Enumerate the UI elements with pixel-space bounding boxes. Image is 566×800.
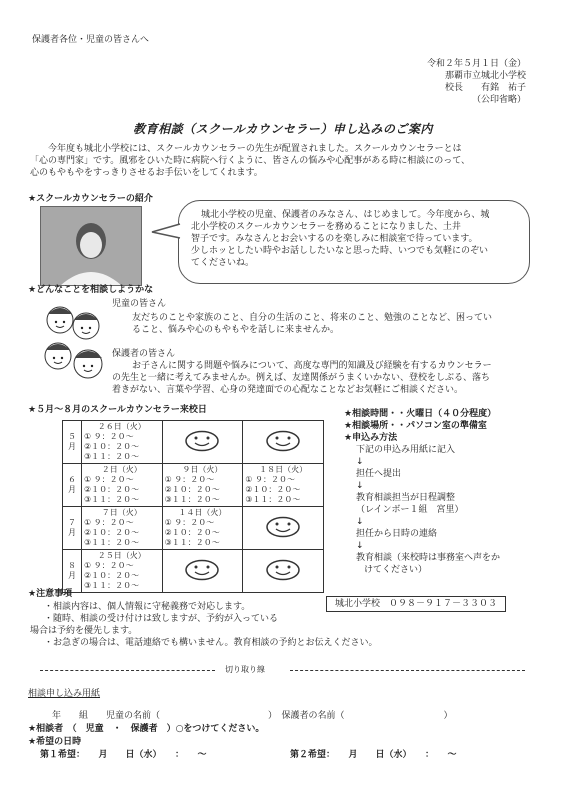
info-panel	[344, 408, 554, 576]
method-step: 教育相談担当が日程調整	[356, 493, 456, 503]
message-line: 城北小学校の児童、保護者のみなさん、はじめまして。今年度から、城	[201, 210, 490, 220]
message-line: 智子です。みなさんとお会いするのを楽しみに相談室で待っています。	[191, 234, 478, 244]
schedule-date: ９日（火）	[182, 465, 223, 474]
method-steps	[344, 444, 554, 576]
method-arrow: ↓	[356, 541, 364, 551]
method-arrow: ↓	[356, 481, 364, 491]
schedule-date-cell	[81, 464, 162, 507]
schedule-slot: ③１１：２０～	[164, 538, 220, 547]
schedule-row	[63, 550, 324, 593]
method-title: ★申込み方法	[344, 433, 398, 443]
method-step: 教育相談（来校時は事務室へ声をか	[356, 553, 501, 563]
bubble-tail	[150, 222, 182, 242]
schedule-month: ７月	[63, 507, 82, 550]
schedule-date-cell	[81, 507, 162, 550]
schedule-slot: ① ９：２０～	[245, 475, 295, 484]
recipients: 保護者各位・児童の皆さんへ	[32, 35, 149, 45]
form-title: 相談申し込み用紙	[28, 689, 101, 699]
method-step: けてください）	[364, 565, 428, 575]
note-line: ・お急ぎの場合は、電話連絡でも構いません。教育相談の予約とお伝えください。	[44, 638, 378, 648]
schedule-date: ２５日（火）	[97, 551, 146, 560]
schedule-date: １４日（火）	[178, 508, 227, 517]
schedule-heading: ★５月～８月のスクールカウンセラー来校日	[28, 405, 207, 415]
schedule-slot: ②１０：２０～	[83, 442, 140, 451]
parents-text-line: の先生と一緒に考えてみませんか。例えば、友達関係がうまくいかない、登校をしぶる、落ち	[112, 373, 491, 383]
note-line: 場合は予約を優先します。	[30, 626, 138, 636]
form-names-line[interactable]: 年 組 児童の名前（ ） 保護者の名前（ ）	[52, 711, 453, 721]
method-arrow: ↓	[356, 457, 364, 467]
method-step: 担任から日時の連絡	[356, 529, 438, 539]
schedule-slot: ③１１：２０～	[83, 581, 140, 590]
parents-text	[112, 360, 532, 396]
schedule-slot: ③１１：２０～	[83, 495, 140, 504]
schedule-date: ２６日（火）	[97, 422, 146, 431]
parents-text-line: お子さんに関する問題や悩みについて、高度な専門的知識及び経験を有するカウンセラー	[132, 361, 492, 371]
schedule-date-cell	[162, 507, 243, 550]
cut-line-left	[40, 670, 215, 671]
schedule-slot: ②１０：２０～	[83, 528, 140, 537]
form-second-preference[interactable]: 第２希望： 月 日（水） ： ～	[290, 750, 457, 760]
cut-line-right	[290, 670, 525, 671]
schedule-slot: ① ９：２０～	[83, 561, 134, 570]
parents-text-line: 着きがない、言葉や学習、心身の発達面での心配なことなどお気軽にご相談ください。	[112, 385, 464, 395]
schedule-date-cell	[243, 464, 324, 507]
schedule-slot: ②１０：２０～	[245, 485, 301, 494]
notes-list	[30, 601, 530, 649]
message-line: てくださいね。	[191, 258, 255, 268]
schedule-slot: ① ９：２０～	[164, 475, 215, 484]
method-step: 下記の申込み用紙に記入	[356, 445, 456, 455]
schedule-slot: ① ９：２０～	[83, 475, 134, 484]
form-consulter-line[interactable]: ★相談者 （ 児童 ・ 保護者 ）○をつけてください。	[28, 724, 265, 734]
schedule-slot: ③１１：２０～	[83, 538, 140, 547]
counselor-portrait-image	[41, 207, 141, 285]
consult-place: ★相談場所・・パソコン室の準備室	[344, 421, 487, 431]
schedule-row	[63, 421, 324, 464]
smiley-face-icon	[162, 421, 243, 464]
schedule-slot: ②１０：２０～	[164, 485, 220, 494]
school-name: 那覇市立城北小学校	[444, 71, 526, 81]
schedule-slot: ③１１：２０～	[83, 452, 140, 461]
children-text-line: ること、悩みや心のもやもやを話しに来ませんか。	[132, 325, 340, 335]
children-text	[122, 312, 532, 336]
form-first-preference[interactable]: 第１希望： 月 日（水） ： ～	[40, 750, 207, 760]
schedule-date: ２日（火）	[101, 465, 142, 474]
notes-heading: ★注意事項	[28, 589, 73, 599]
smiley-face-icon	[243, 421, 324, 464]
schedule-slot: ① ９：２０～	[83, 432, 134, 441]
parents-title: 保護者の皆さん	[112, 349, 176, 359]
schedule-date-cell	[81, 421, 162, 464]
smiley-face-icon	[162, 550, 243, 593]
schedule-month: ５月	[63, 421, 82, 464]
consult-time: ★相談時間・・火曜日（４０分程度）	[344, 409, 497, 419]
counselor-message-bubble	[178, 200, 530, 284]
issue-date: 令和２年５月１日（金）	[426, 59, 526, 69]
schedule-slot: ②１０：２０～	[83, 485, 140, 494]
schedule-row	[63, 507, 324, 550]
schedule-month: ６月	[63, 464, 82, 507]
cut-line-label: 切り取り線	[225, 665, 265, 674]
topics-heading: ★どんなことを相談しようかな	[28, 285, 154, 295]
intro-paragraph	[30, 143, 530, 179]
seal-note: （公印省略）	[471, 95, 526, 105]
schedule-date-cell	[162, 464, 243, 507]
schedule-month: ８月	[63, 550, 82, 593]
counselor-photo	[40, 206, 142, 286]
page-title: 教育相談（スクールカウンセラー）申し込みのご案内	[133, 122, 433, 136]
schedule-table	[62, 420, 324, 593]
form-datetime-heading: ★希望の日時	[28, 737, 82, 747]
intro-line: 「心の専門家」です。風邪をひいた時に病院へ行くように、皆さんの悩みや心配事がある時に相談にのって、	[30, 156, 471, 166]
method-step: 担任へ提出	[356, 469, 402, 479]
smiley-face-icon	[243, 507, 324, 550]
schedule-slot: ① ９：２０～	[83, 518, 134, 527]
children-text-line: 友だちのことや家族のこと、自分の生活のこと、将来のこと、勉強のことなど、困ってい	[132, 313, 493, 323]
smiley-face-icon	[243, 550, 324, 593]
children-title: 児童の皆さん	[112, 299, 167, 309]
method-arrow: ↓	[356, 517, 364, 527]
schedule-slot: ③１１：２０～	[245, 495, 301, 504]
schedule-slot: ③１１：２０～	[164, 495, 220, 504]
schedule-slot: ②１０：２０～	[164, 528, 220, 537]
schedule-row	[63, 464, 324, 507]
school-phone: 城北小学校 ０９８－９１７－３３０３	[326, 596, 506, 612]
note-line: ・相談内容は、個人情報に守秘義務で対応します。	[44, 602, 251, 612]
intro-line: 心のもやもやをすっきりさせるお手伝いをしてくれます。	[30, 168, 263, 178]
children-illustration	[40, 300, 108, 392]
message-line: 少しホッとしたい時やお話ししたいなと思った時、いつでも気軽にのぞい	[191, 246, 489, 256]
schedule-slot: ① ９：２０～	[164, 518, 215, 527]
note-line: ・随時、相談の受け付けは致しますが、予約が入っている	[44, 614, 279, 624]
method-step: （レインボー１組 宮里）	[356, 505, 464, 515]
intro-line: 今年度も城北小学校には、スクールカウンセラーの先生が配置されました。スクールカウンセラーとは	[48, 144, 462, 154]
principal-name: 校長 有銘 祐子	[444, 83, 526, 93]
schedule-slot: ②１０：２０～	[83, 571, 140, 580]
schedule-date-cell	[81, 550, 162, 593]
counselor-heading: ★スクールカウンセラーの紹介	[28, 194, 153, 204]
schedule-date: ７日（火）	[101, 508, 142, 517]
message-line: 北小学校のスクールカウンセラーを務めることになりました、土井	[191, 222, 461, 232]
schedule-date: １８日（火）	[259, 465, 308, 474]
